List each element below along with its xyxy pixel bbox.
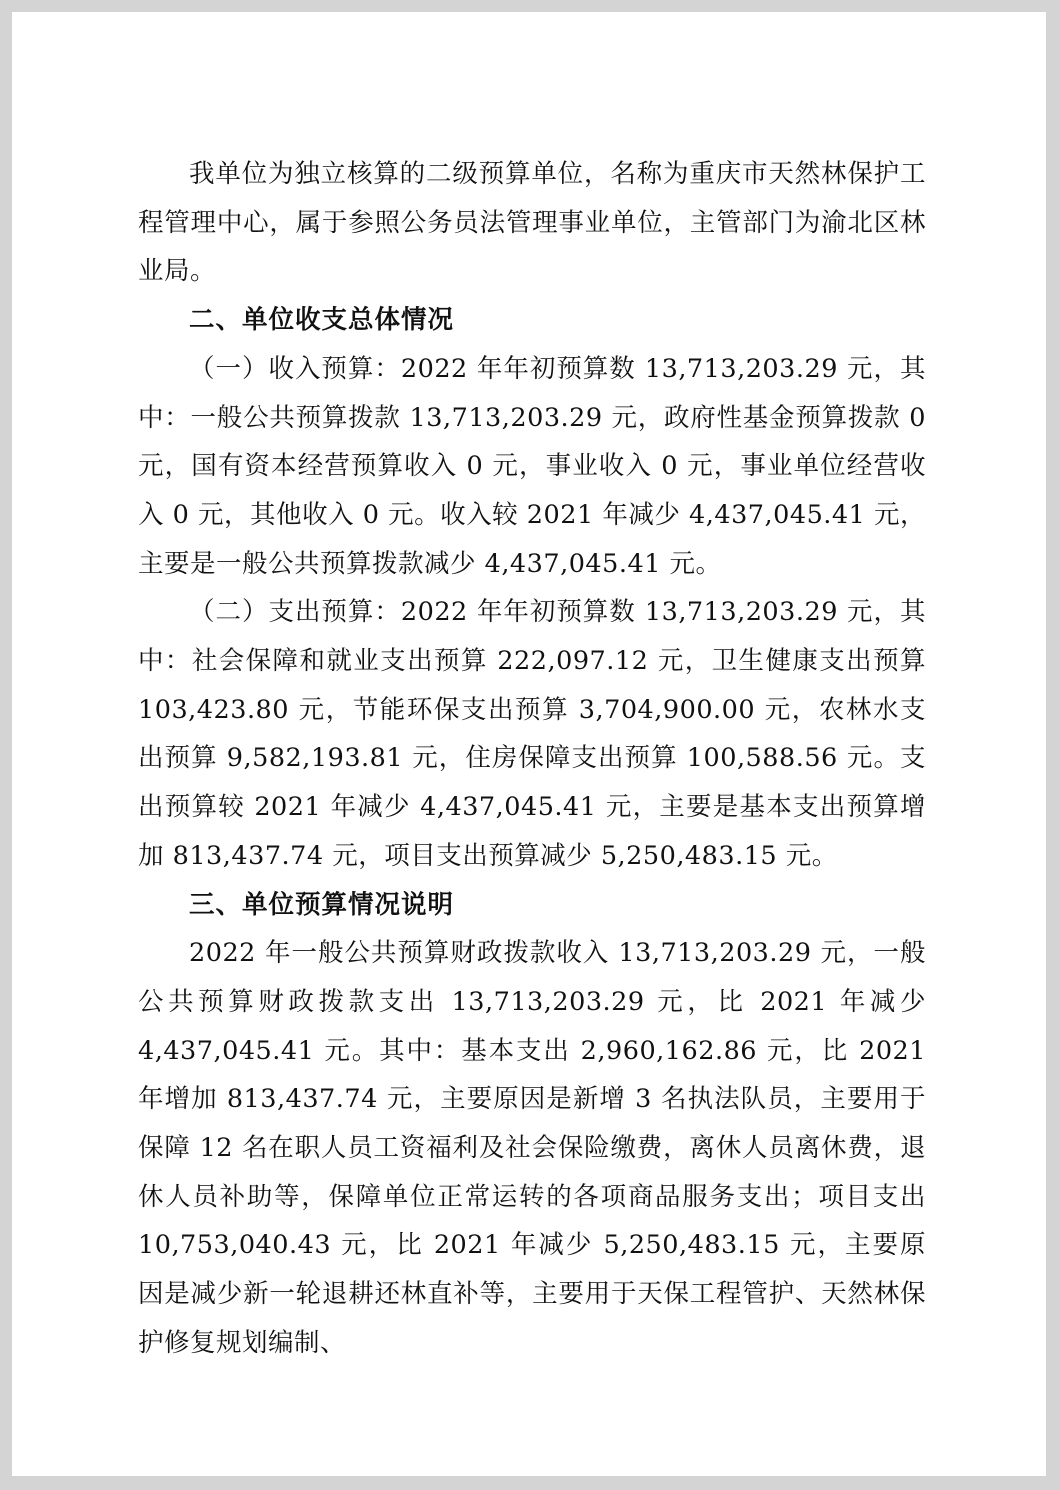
budget-explanation-paragraph: 2022 年一般公共预算财政拨款收入 13,713,203.29 元，一般公共预算财政拨款支出 13,713,203.29 元，比 2021 年减少 4,437,045.41 元。其中：基本支出 2,960,162.86 元，比 2021 年增加 813,437.74 元，主要原因是新增 3 名执法队员，主要用于保障 12 名在职人员工资福利及社会保险缴费，离休人员离休费，退休人员补助等，保障单位正常运转的各项商品服务支出；项目支出 10,753,040.43 元，比 2021 年减少 5,250,483.15 元，主要原因是减少新一轮退耕还林直补等，主要用于天保工程管护、天然林保护修复规划编制、 [138, 938, 926, 1358]
section-heading-revenue-expenditure: 二、单位收支总体情况 [189, 305, 455, 336]
intro-paragraph: 我单位为独立核算的二级预算单位，名称为重庆市天然林保护工程管理中心，属于参照公务员法管理事业单位，主管部门为渝北区林业局。 [138, 159, 926, 287]
section-heading-budget-explanation: 三、单位预算情况说明 [189, 889, 455, 920]
income-budget-paragraph: （一）收入预算：2022 年年初预算数 13,713,203.29 元，其中：一般公共预算拨款 13,713,203.29 元，政府性基金预算拨款 0 元，国有资本经营预算收入 0 元，事业收入 0 元，事业单位经营收入 0 元，其他收入 0 元。收入较 2021 年减少 4,437,045.41 元，主要是一般公共预算拨款减少 4,437,045.41 元。 [138, 353, 926, 579]
document-page [12, 12, 1046, 1476]
expenditure-budget-paragraph: （二）支出预算：2022 年年初预算数 13,713,203.29 元，其中：社会保障和就业支出预算 222,097.12 元，卫生健康支出预算 103,423.80 元，节能环保支出预算 3,704,900.00 元，农林水支出预算 9,582,193.81 元，住房保障支出预算 100,588.56 元。支出预算较 2021 年减少 4,437,045.41 元，主要是基本支出预算增加 813,437.74 元，项目支出预算减少 5,250,483.15 元。 [138, 597, 926, 871]
document-body [138, 150, 926, 1368]
